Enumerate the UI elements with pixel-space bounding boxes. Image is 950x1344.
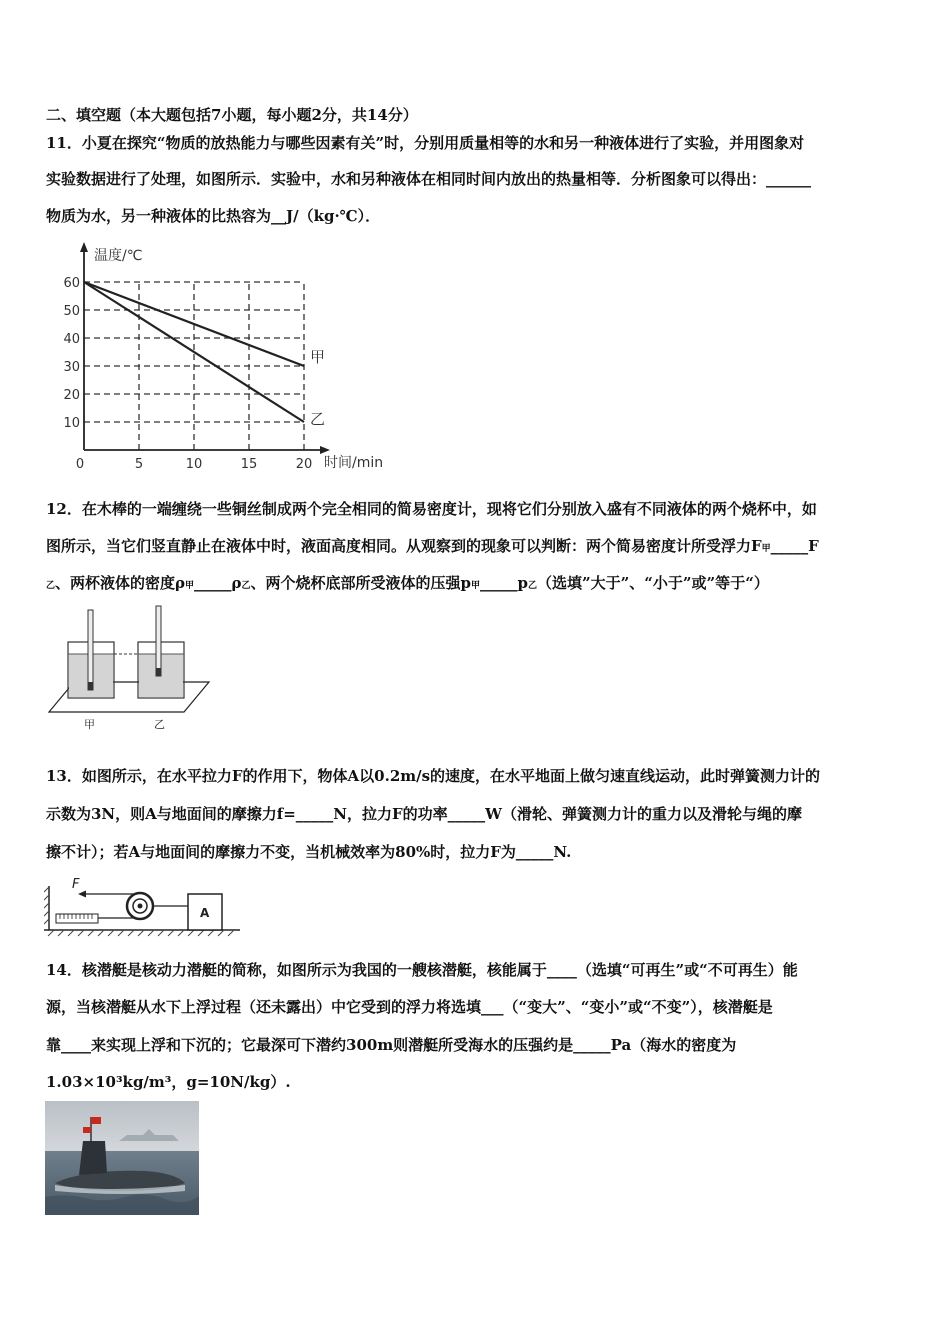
q12-sub-e: 乙 bbox=[528, 581, 538, 591]
y-tick-20: 20 bbox=[63, 388, 80, 403]
x-axis-label: 时间/min bbox=[324, 455, 384, 471]
beakers-figure bbox=[44, 604, 214, 734]
label-jia: 甲 bbox=[84, 718, 95, 731]
beaker-left bbox=[68, 610, 114, 698]
beaker-right bbox=[138, 606, 184, 698]
chart-axes bbox=[80, 242, 383, 471]
x-tick-0: 0 bbox=[75, 457, 85, 472]
ground-hatch bbox=[48, 930, 234, 936]
label-yi: 乙 bbox=[154, 718, 165, 731]
y-tick-10: 10 bbox=[63, 416, 80, 431]
y-tick-60: 60 bbox=[63, 276, 80, 291]
q14-line1: 14．核潜艇是核动力潜艇的简称，如图所示为我国的一艘核潜艇，核能属于____（选填“可再生”或“不可再生）能 bbox=[46, 961, 798, 979]
series-label-乙: 乙 bbox=[310, 410, 326, 428]
y-axis-arrow bbox=[80, 242, 88, 252]
force-label: F bbox=[72, 877, 80, 892]
q14-line3: 靠____来实现上浮和下沉的；它最深可下潜约300m则潜艇所受海水的压强约是_____Pa（海水的密度为 bbox=[46, 1036, 737, 1054]
x-tick-10: 10 bbox=[185, 457, 203, 472]
pulley-figure bbox=[44, 872, 244, 944]
q14-line4: 1.03×10³kg/m³，g=10N/kg）. bbox=[46, 1073, 291, 1091]
x-tick-15: 15 bbox=[240, 457, 258, 472]
q12-text-b: _____ρ bbox=[194, 574, 242, 592]
series-label-甲: 甲 bbox=[310, 348, 326, 366]
section-header: 二、填空题（本大题包括7小题，每小题2分，共14分） bbox=[46, 106, 418, 124]
chart-lines bbox=[84, 282, 325, 428]
q12-sub-b: 甲 bbox=[185, 581, 195, 591]
submarine-photo bbox=[45, 1101, 199, 1215]
q14-line2: 源，当核潜艇从水下上浮过程（还未露出）中它受到的浮力将选填___（“变大”、“变小”或“不变”），核潜艇是 bbox=[46, 998, 773, 1016]
q12-sub-c: 乙 bbox=[241, 581, 251, 591]
q13-line1: 13．如图所示，在水平拉力F的作用下，物体A以0.2m/s的速度，在水平地面上做匀速直线运动，此时弹簧测力计的 bbox=[46, 767, 821, 785]
q12-text-c: 、两个烧杯底部所受液体的压强p bbox=[250, 574, 472, 592]
x-axis-arrow bbox=[320, 446, 330, 454]
q12-sub-a: 乙 bbox=[46, 581, 56, 591]
pulley bbox=[127, 893, 153, 919]
temperature-time-chart bbox=[56, 240, 416, 475]
q12-text-d: _____p bbox=[480, 574, 529, 592]
q11-line1: 11．小夏在探究“物质的放热能力与哪些因素有关”时，分别用质量相等的水和另一种液体进行了实验，并用图象对 bbox=[46, 134, 805, 152]
block-a-label: A bbox=[200, 906, 210, 920]
q13-line3: 擦不计）；若A与地面间的摩擦力不变，当机械效率为80%时，拉力F为_____N. bbox=[46, 843, 572, 861]
q11-line3: 物质为水，另一种液体的比热容为__J/（kg·℃）． bbox=[46, 207, 381, 225]
y-tick-30: 30 bbox=[63, 360, 80, 375]
q12-line2-sub: 甲 bbox=[761, 544, 771, 554]
q12-sub-d: 甲 bbox=[471, 581, 481, 591]
chart-grid bbox=[84, 282, 304, 450]
q12-text-a: 、两杯液体的密度ρ bbox=[55, 574, 185, 592]
sky bbox=[45, 1101, 199, 1153]
x-tick-5: 5 bbox=[134, 457, 144, 472]
q12-line2-end: _____F bbox=[770, 537, 819, 555]
q12-line3 bbox=[46, 572, 769, 593]
y-axis-label: 温度/℃ bbox=[94, 248, 143, 264]
q12-line2 bbox=[46, 535, 819, 556]
x-tick-20: 20 bbox=[295, 457, 313, 472]
q13-line2: 示数为3N，则A与地面间的摩擦力f=_____N，拉力F的功率_____W（滑轮、弹簧测力计的重力以及滑轮与绳的摩 bbox=[46, 805, 803, 823]
q12-line1: 12．在木棒的一端缠绕一些铜丝制成两个完全相同的简易密度计，现将它们分别放入盛有不同液体的两个烧杯中，如 bbox=[46, 500, 817, 518]
q11-line2: 实验数据进行了处理，如图所示．实验中，水和另种液体在相同时间内放出的热量相等．分析图象可以得出：______ bbox=[46, 170, 812, 188]
series-line-乙 bbox=[84, 282, 304, 422]
spring-scale bbox=[56, 914, 98, 923]
chart-ticks bbox=[63, 276, 312, 472]
y-tick-40: 40 bbox=[63, 332, 80, 347]
q12-text-e: （选填”大于”、“小于”或”等于“） bbox=[537, 574, 769, 592]
q12-line2-text: 图所示，当它们竖直静止在液体中时，液面高度相同。从观察到的现象可以判断：两个简易密度计所受浮力F bbox=[46, 537, 762, 555]
y-tick-50: 50 bbox=[63, 304, 80, 319]
